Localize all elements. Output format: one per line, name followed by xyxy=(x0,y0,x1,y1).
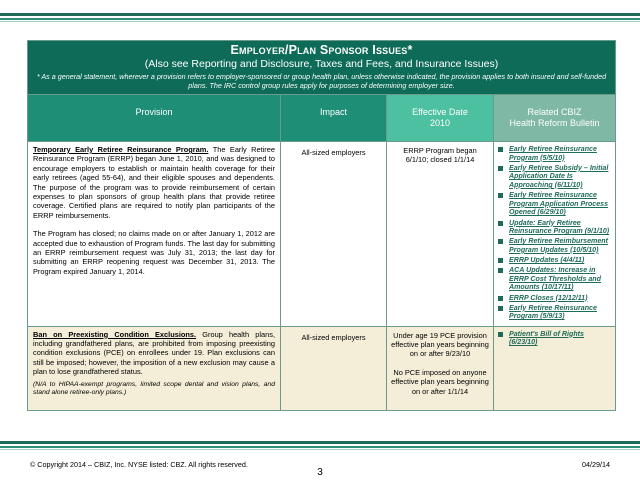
list-item xyxy=(498,304,612,321)
effective-date-text: ERRP Program began 6/1/10; closed 1/1/14 xyxy=(403,146,477,165)
bulletin-link[interactable]: Patient's Bill of Rights (6/23/10) xyxy=(509,329,584,347)
bulletin-link[interactable]: ACA Updates: Increase in ERRP Cost Thresholds and Amounts (10/17/11) xyxy=(509,266,601,292)
provision-note: (N/A to HIPAA-exempt programs, limited scope dental and vision plans, and stand alone retiree-only plans.) xyxy=(33,380,275,397)
bulletin-link[interactable]: Update: Early Retiree Reinsurance Program (9/1/10) xyxy=(509,218,610,236)
header-related-bulletin: Related CBIZ Health Reform Bulletin xyxy=(494,95,616,142)
square-bullet-icon xyxy=(498,268,503,273)
bulletin-link[interactable]: ERRP Closes (12/12/11) xyxy=(509,293,588,302)
bulletin-link[interactable]: Early Retiree Reinsurance Program (5/5/10) xyxy=(509,145,597,162)
list-item xyxy=(498,145,612,162)
provision-text: The Early Retiree Reinsurance Program (ERRP) began June 1, 2010, and was designed to encourage employers to establish or maintain health coverage for their early retirees (aged 55-64), and their eligible spouses and dependents. The purpose of the program was to provide reimbursement of certain expenses to plan sponsors of group health plans that provide retiree coverage. Certified plans are required to notify plan participants of the ERRP reimbursements. xyxy=(33,145,275,220)
table-row xyxy=(28,142,616,327)
square-bullet-icon xyxy=(498,332,503,337)
footer-date: 04/29/14 xyxy=(582,460,610,469)
banner-note: * As a general statement, wherever a provision refers to employer-sponsored or group health plan, unless otherwise indicated, the provision applies to both insured and self-funded plans. The IRC control group rules apply for purposes of determining employer size. xyxy=(36,72,607,90)
provision-text: The Program has closed; no claims made on or after January 1, 2012 are accepted due to exhaustion of Program funds. The last day for submitting an ERRP reimbursement request was July 31, 2013; the last day for submitting an ERRP reopening request was December 31, 2013. The Program expired January 1, 2014. xyxy=(33,229,275,276)
effective-date-cell xyxy=(387,326,494,410)
list-item xyxy=(498,256,612,265)
provision-title: Ban on Preexisting Condition Exclusions. xyxy=(33,329,197,339)
impact-cell: All-sized employers xyxy=(281,142,387,327)
square-bullet-icon xyxy=(498,296,503,301)
list-item xyxy=(498,219,612,236)
bulletin-link[interactable]: Early Retiree Reimbursement Program Updates (10/5/10) xyxy=(509,237,608,254)
effective-date-text: Under age 19 PCE provision effective plan years beginning on or after 9/23/10 xyxy=(391,330,489,359)
bottom-rule-medium xyxy=(0,446,640,448)
top-rule-medium xyxy=(0,18,640,20)
list-item xyxy=(498,294,612,303)
banner-title: Employer/Plan Sponsor Issues* xyxy=(230,43,413,57)
provision-text: Group health plans, including grandfathered plans, are prohibited from imposing preexisting condition exclusions (PCE) on enrollees under 19. Plan exclusions can still be imposed; however, the imposition of a new exclusion may cause a plan to lose grandfathered status. xyxy=(33,329,275,377)
square-bullet-icon xyxy=(498,221,503,226)
related-bulletins-cell xyxy=(494,142,616,327)
bottom-rule-thin xyxy=(0,449,640,450)
top-rule-thick xyxy=(0,13,640,16)
bulletin-link[interactable]: Early Retiree Reinsurance Program Application Process Opened (6/29/10) xyxy=(509,191,609,217)
footer-copyright: © Copyright 2014 – CBIZ, Inc. NYSE listed: CBZ. All rights reserved. xyxy=(30,460,248,469)
list-item xyxy=(498,266,612,292)
related-bulletins-cell xyxy=(494,326,616,410)
square-bullet-icon xyxy=(498,258,503,263)
provision-title: Temporary Early Retiree Reinsurance Program. xyxy=(33,145,209,154)
list-item xyxy=(498,191,612,217)
header-provision: Provision xyxy=(28,95,281,142)
square-bullet-icon xyxy=(498,147,503,152)
effective-date-cell xyxy=(387,142,494,327)
square-bullet-icon xyxy=(498,193,503,198)
list-item xyxy=(498,330,612,347)
banner-subtitle: (Also see Reporting and Disclosure, Taxes and Fees, and Insurance Issues) xyxy=(144,58,499,70)
list-item xyxy=(498,237,612,254)
list-item xyxy=(498,164,612,190)
effective-date-text: No PCE imposed on anyone effective plan years beginning on or after 1/1/14 xyxy=(391,367,489,396)
impact-cell: All-sized employers xyxy=(281,326,387,410)
provision-cell xyxy=(28,142,281,327)
square-bullet-icon xyxy=(498,239,503,244)
table-row xyxy=(28,326,616,410)
square-bullet-icon xyxy=(498,166,503,171)
top-rule-thin xyxy=(0,21,640,22)
header-impact: Impact xyxy=(281,95,387,142)
square-bullet-icon xyxy=(498,306,503,311)
bulletin-link[interactable]: Early Retiree Reinsurance Program (5/9/13) xyxy=(509,303,597,321)
bottom-rule-thick xyxy=(0,441,640,444)
provision-cell xyxy=(28,326,281,410)
header-effective-date: Effective Date 2010 xyxy=(387,95,494,142)
bulletin-link[interactable]: Early Retiree Subsidy – Initial Application Date Is Approaching (6/11/10) xyxy=(509,163,609,189)
bulletin-link[interactable]: ERRP Updates (4/4/11) xyxy=(509,256,585,265)
issues-table xyxy=(27,40,616,411)
table-banner xyxy=(28,41,616,95)
page-number: 3 xyxy=(317,467,323,478)
